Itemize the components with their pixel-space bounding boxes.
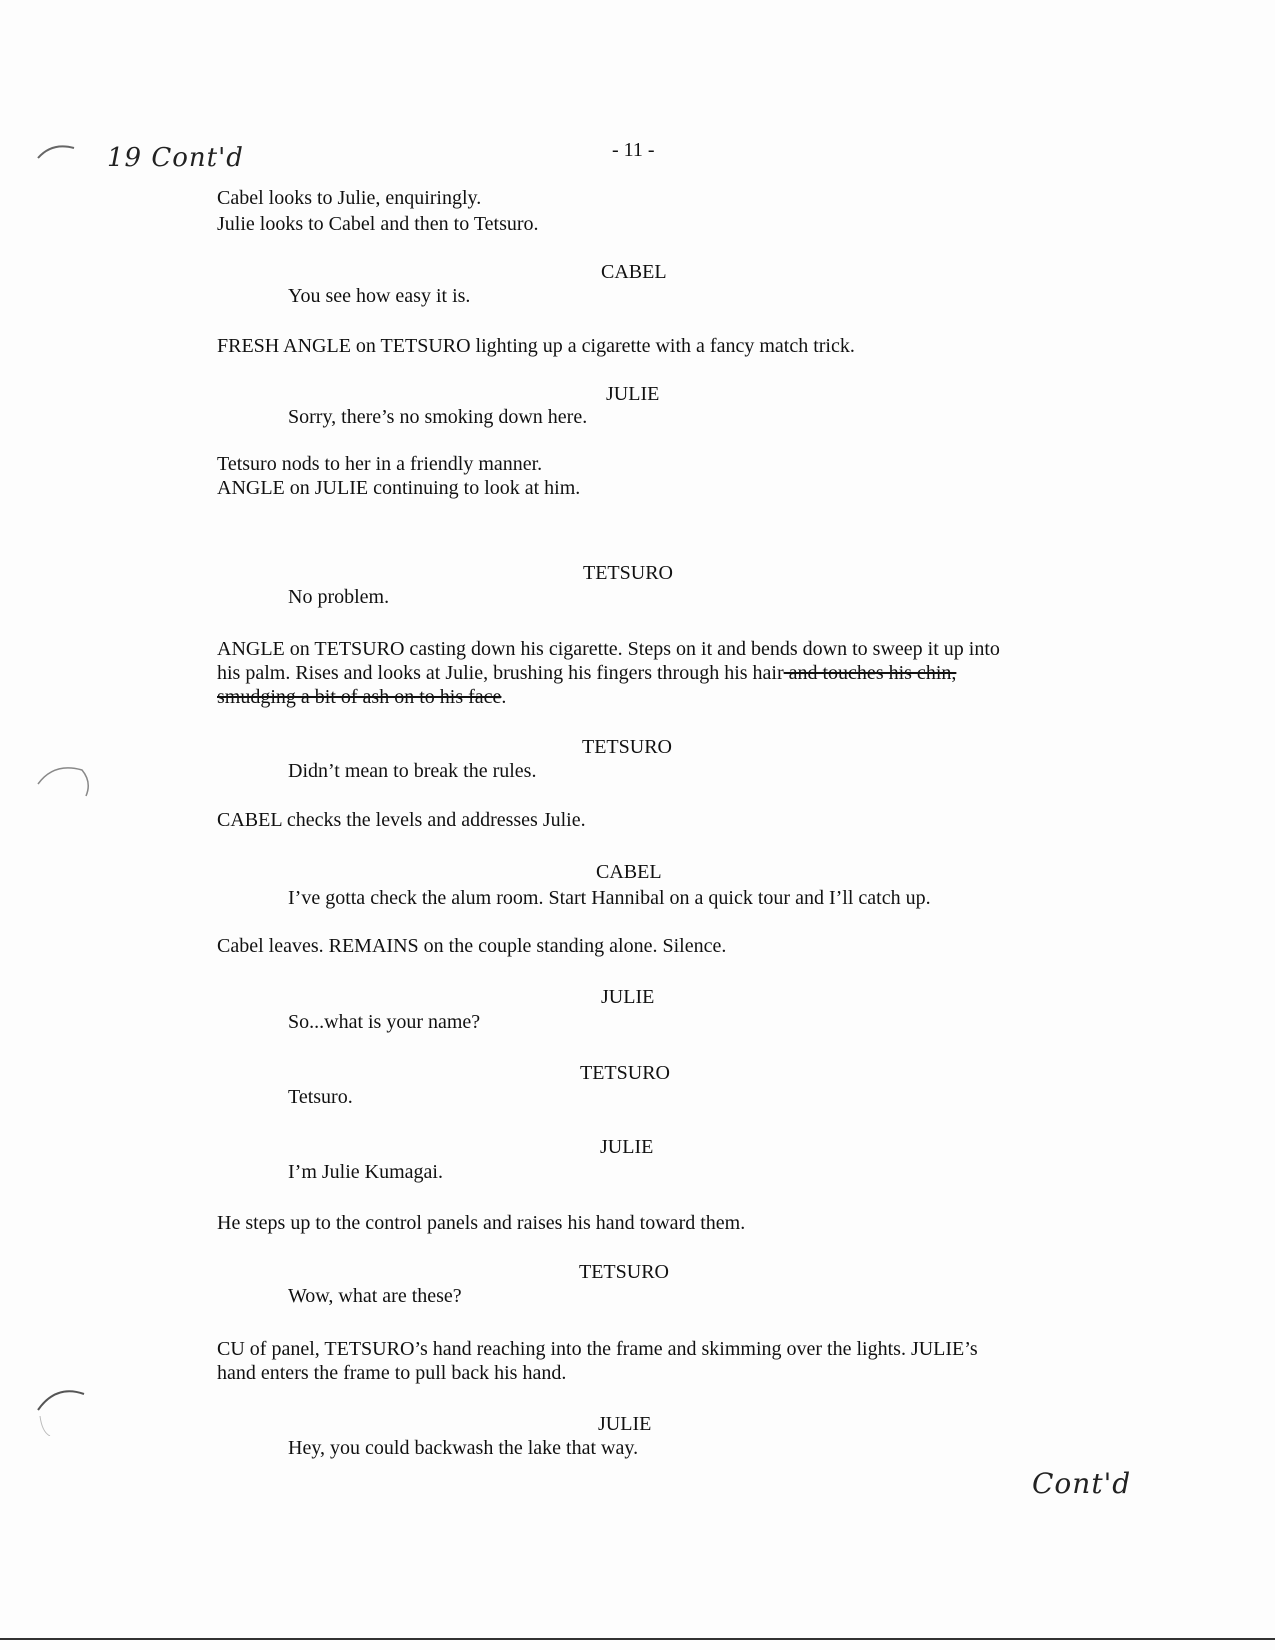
action-line: FRESH ANGLE on TETSURO lighting up a cigarette with a fancy match trick. xyxy=(217,335,855,357)
dialogue-line: So...what is your name? xyxy=(288,1011,481,1033)
dialogue-line: I’m Julie Kumagai. xyxy=(288,1161,443,1183)
action-line: ANGLE on JULIE continuing to look at him. xyxy=(217,477,581,499)
dialogue-line: You see how easy it is. xyxy=(288,285,471,307)
action-line: Tetsuro nods to her in a friendly manner. xyxy=(217,453,543,475)
action-line: Julie looks to Cabel and then to Tetsuro. xyxy=(217,213,539,235)
character-cue: JULIE xyxy=(601,986,655,1008)
struck-text: and touches his chin, xyxy=(783,662,957,684)
character-cue: JULIE xyxy=(598,1413,652,1435)
action-text: . xyxy=(501,686,507,708)
action-line xyxy=(217,685,506,709)
dialogue-line: Tetsuro. xyxy=(288,1086,353,1108)
character-cue: JULIE xyxy=(606,383,660,405)
action-line: CABEL checks the levels and addresses Julie. xyxy=(217,809,586,831)
character-cue: TETSURO xyxy=(582,736,672,758)
action-line: Cabel leaves. REMAINS on the couple standing alone. Silence. xyxy=(217,935,727,957)
dialogue-line: I’ve gotta check the alum room. Start Hannibal on a quick tour and I’ll catch up. xyxy=(288,887,931,909)
dialogue-line: Hey, you could backwash the lake that way. xyxy=(288,1437,639,1459)
page-number: - 11 - xyxy=(612,139,655,161)
handwritten-continued-note: Cont'd xyxy=(1032,1467,1132,1500)
character-cue: CABEL xyxy=(601,261,667,283)
page-bottom-edge xyxy=(0,1638,1275,1640)
dialogue-line: Didn’t mean to break the rules. xyxy=(288,760,537,782)
action-line: Cabel looks to Julie, enquiringly. xyxy=(217,187,482,209)
dialogue-line: Wow, what are these? xyxy=(288,1285,462,1307)
punch-hole-bottom xyxy=(30,1376,100,1436)
action-line: CU of panel, TETSURO’s hand reaching into the frame and skimming over the lights. JULIE’s xyxy=(217,1338,978,1360)
character-cue: TETSURO xyxy=(583,562,673,584)
character-cue: TETSURO xyxy=(579,1261,669,1283)
action-line: hand enters the frame to pull back his hand. xyxy=(217,1362,567,1384)
character-cue: CABEL xyxy=(596,861,662,883)
punch-hole-middle xyxy=(30,756,100,806)
struck-text: smudging a bit of ash on to his face xyxy=(217,686,502,708)
action-line xyxy=(217,661,956,685)
punch-hole-top xyxy=(30,136,80,176)
dialogue-line: Sorry, there’s no smoking down here. xyxy=(288,406,588,428)
action-text: his palm. Rises and looks at Julie, brushing his fingers through his hair xyxy=(217,662,784,684)
character-cue: TETSURO xyxy=(580,1062,670,1084)
action-line: He steps up to the control panels and raises his hand toward them. xyxy=(217,1212,746,1234)
character-cue: JULIE xyxy=(600,1136,654,1158)
handwritten-scene-note: 19 Cont'd xyxy=(107,143,244,173)
dialogue-line: No problem. xyxy=(288,586,390,608)
action-line: ANGLE on TETSURO casting down his cigarette. Steps on it and bends down to sweep it up into xyxy=(217,638,1000,660)
